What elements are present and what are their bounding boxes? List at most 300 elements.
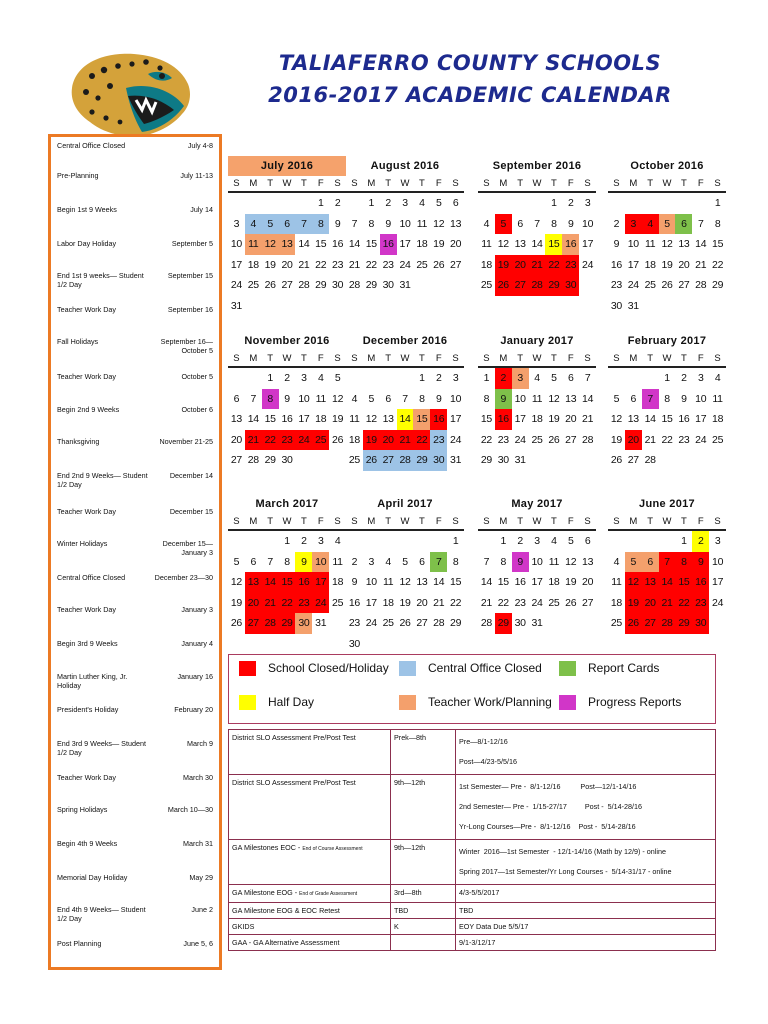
weekday-label: M bbox=[367, 516, 376, 527]
test-name bbox=[229, 919, 391, 935]
day-cell: 14 bbox=[397, 409, 414, 430]
month-title: January 2017 bbox=[500, 335, 574, 347]
day-cell: 1 bbox=[284, 535, 290, 547]
day-cell: 18 bbox=[332, 576, 344, 588]
empty-cell bbox=[625, 193, 642, 214]
day-cell: 8 bbox=[714, 217, 721, 230]
date-entry-name: Winter Holidays bbox=[57, 539, 108, 548]
day-cell: 17 bbox=[712, 576, 724, 588]
week-row bbox=[346, 275, 464, 296]
day-cell: 7 bbox=[642, 389, 659, 410]
day-cell: 11 bbox=[245, 234, 262, 255]
weekday-label: S bbox=[584, 516, 591, 527]
date-entry-date: December 15 bbox=[169, 507, 213, 516]
empty-cell bbox=[659, 193, 676, 214]
day-cell: 1 bbox=[317, 197, 324, 209]
week-row bbox=[346, 389, 464, 410]
day-cell: 2 bbox=[334, 197, 341, 209]
month-title: May 2017 bbox=[511, 498, 563, 510]
day-cell: 24 bbox=[450, 433, 462, 446]
day-cell: 1 bbox=[551, 197, 557, 209]
weekday-label: T bbox=[300, 516, 307, 527]
day-cell: 18 bbox=[416, 238, 428, 250]
weekday-label: T bbox=[267, 178, 274, 189]
day-cell: 26 bbox=[399, 617, 411, 629]
day-cell: 30 bbox=[332, 279, 344, 291]
test-window-line: Yr-Long Courses—Pre - 8/1-12/16 Post - 5/14-28/16 bbox=[459, 822, 636, 831]
day-cell: 20 bbox=[678, 258, 690, 271]
day-cell: 19 bbox=[363, 430, 380, 451]
week-row bbox=[228, 613, 346, 634]
day-cell: 26 bbox=[548, 433, 560, 446]
date-entry-name: Central Office Closed bbox=[57, 573, 126, 582]
weekday-label: T bbox=[647, 178, 654, 189]
day-cell: 6 bbox=[630, 392, 637, 405]
week-row bbox=[608, 531, 726, 552]
day-cell: 19 bbox=[661, 258, 673, 271]
month-title: August 2016 bbox=[370, 160, 440, 172]
weekday-label: W bbox=[400, 353, 410, 364]
empty-cell bbox=[675, 193, 692, 214]
week-row bbox=[228, 368, 346, 389]
empty-cell bbox=[397, 531, 414, 552]
day-cell: 6 bbox=[675, 214, 692, 235]
weekday-label: T bbox=[385, 178, 392, 189]
month-calendar bbox=[346, 494, 464, 654]
weekday-label: T bbox=[300, 178, 307, 189]
week-row bbox=[608, 193, 726, 214]
day-cell: 23 bbox=[279, 430, 296, 451]
day-cell: 15 bbox=[480, 413, 492, 425]
day-cell: 4 bbox=[551, 535, 557, 547]
day-cell: 11 bbox=[349, 413, 360, 425]
empty-cell bbox=[608, 531, 625, 552]
day-cell: 12 bbox=[548, 392, 560, 405]
day-cell: 8 bbox=[452, 555, 459, 568]
day-cell: 24 bbox=[295, 430, 312, 451]
day-cell: 4 bbox=[317, 372, 324, 384]
day-cell: 12 bbox=[399, 576, 411, 588]
test-window-line: Post—4/23-5/5/16 bbox=[459, 757, 517, 766]
day-cell: 10 bbox=[695, 392, 707, 405]
weekday-label: S bbox=[714, 516, 721, 527]
day-cell: 20 bbox=[642, 593, 659, 614]
day-cell: 2 bbox=[495, 368, 512, 389]
weekday-label: W bbox=[282, 178, 292, 189]
day-cell: 13 bbox=[678, 238, 690, 250]
weekday-label: W bbox=[532, 178, 542, 189]
date-entry-name: Begin 1st 9 Weeks bbox=[57, 205, 117, 214]
weekday-label: T bbox=[550, 516, 557, 527]
week-row bbox=[608, 296, 726, 317]
weekday-label: S bbox=[584, 353, 591, 364]
week-row bbox=[608, 613, 726, 634]
day-cell: 29 bbox=[315, 279, 327, 291]
week-row bbox=[346, 634, 464, 655]
test-name-text: GA Milestones EOC - bbox=[232, 843, 303, 852]
day-cell: 6 bbox=[233, 392, 240, 405]
day-cell: 18 bbox=[348, 433, 360, 446]
day-cell: 9 bbox=[512, 552, 529, 573]
weekday-label: T bbox=[385, 353, 392, 364]
date-entry-date: October 6 bbox=[181, 405, 213, 414]
day-cell: 18 bbox=[610, 596, 622, 609]
week-row bbox=[346, 214, 464, 235]
day-cell: 27 bbox=[512, 275, 529, 296]
empty-cell bbox=[245, 531, 262, 552]
test-window bbox=[456, 775, 716, 840]
legend-swatch bbox=[239, 695, 256, 710]
day-cell: 3 bbox=[697, 372, 704, 384]
empty-cell bbox=[608, 368, 625, 389]
day-cell: 10 bbox=[531, 555, 543, 568]
day-cell: 18 bbox=[712, 413, 724, 425]
day-cell: 27 bbox=[642, 613, 659, 634]
day-cell: 6 bbox=[250, 555, 257, 568]
day-cell: 14 bbox=[262, 572, 279, 593]
weekday-label: F bbox=[697, 353, 704, 364]
day-cell: 17 bbox=[531, 576, 543, 588]
week-row bbox=[228, 234, 346, 255]
weekday-label: S bbox=[351, 516, 358, 527]
day-cell: 22 bbox=[279, 593, 296, 614]
day-cell: 20 bbox=[380, 430, 397, 451]
day-cell: 2 bbox=[284, 372, 290, 384]
weekday-label: S bbox=[351, 353, 358, 364]
day-cell: 27 bbox=[678, 279, 690, 291]
day-cell: 21 bbox=[262, 593, 279, 614]
day-cell: 8 bbox=[500, 555, 507, 568]
empty-cell bbox=[495, 193, 512, 214]
weekday-label: M bbox=[629, 516, 638, 527]
weekday-label: W bbox=[282, 353, 292, 364]
weekday-label: T bbox=[680, 353, 687, 364]
day-cell: 22 bbox=[661, 433, 673, 446]
empty-cell bbox=[709, 296, 726, 317]
title-line-1: TALIAFERRO COUNTY SCHOOLS bbox=[278, 51, 662, 75]
day-cell: 7 bbox=[351, 217, 358, 230]
day-cell: 22 bbox=[262, 430, 279, 451]
day-cell: 10 bbox=[230, 238, 242, 250]
day-cell: 14 bbox=[531, 238, 543, 250]
day-cell: 29 bbox=[495, 613, 512, 634]
test-name-text: GA Milestone EOG & EOC Retest bbox=[232, 906, 340, 915]
weekday-label: T bbox=[550, 178, 557, 189]
test-name bbox=[229, 903, 391, 919]
day-cell: 2 bbox=[385, 197, 391, 209]
day-cell: 24 bbox=[365, 617, 377, 629]
day-cell: 10 bbox=[712, 555, 724, 568]
day-cell: 25 bbox=[332, 596, 344, 609]
weekday-label: S bbox=[613, 353, 620, 364]
empty-cell bbox=[579, 450, 596, 471]
day-cell: 12 bbox=[433, 217, 445, 230]
day-cell: 30 bbox=[281, 454, 293, 466]
week-row bbox=[346, 552, 464, 573]
day-cell: 19 bbox=[610, 433, 622, 446]
day-cell: 30 bbox=[497, 454, 509, 466]
weekday-label: W bbox=[662, 178, 672, 189]
day-cell: 18 bbox=[382, 596, 394, 609]
month-calendar bbox=[228, 494, 346, 634]
day-cell: 6 bbox=[279, 214, 296, 235]
empty-cell bbox=[709, 613, 726, 634]
day-cell: 10 bbox=[450, 392, 462, 405]
weekday-label: S bbox=[233, 353, 240, 364]
day-cell: 27 bbox=[245, 613, 262, 634]
weekday-header bbox=[608, 514, 726, 531]
day-cell: 20 bbox=[230, 433, 242, 446]
day-cell: 14 bbox=[695, 238, 707, 250]
day-cell: 23 bbox=[497, 433, 509, 446]
day-cell: 28 bbox=[433, 617, 445, 629]
week-row bbox=[228, 275, 346, 296]
date-entry-date: July 4-8 bbox=[187, 141, 213, 150]
test-grade: TBD bbox=[391, 903, 456, 919]
weekday-label: W bbox=[662, 516, 672, 527]
day-cell: 14 bbox=[298, 238, 310, 250]
test-window-line: 1st Semester— Pre - 8/1-12/16 Post—12/1-14/16 bbox=[459, 782, 637, 791]
day-cell: 21 bbox=[480, 596, 492, 609]
week-row bbox=[346, 572, 464, 593]
date-entry-name: Teacher Work Day bbox=[57, 372, 116, 381]
day-cell: 3 bbox=[534, 535, 540, 547]
week-row bbox=[478, 275, 596, 296]
day-cell: 12 bbox=[565, 555, 577, 568]
test-window-line: Spring 2017—1st Semester/Yr Long Courses - 5/14-31/17 - online bbox=[459, 867, 672, 876]
date-entry-date: March 30 bbox=[183, 773, 213, 782]
empty-cell bbox=[228, 368, 245, 389]
empty-cell bbox=[329, 296, 346, 317]
weekday-label: S bbox=[334, 178, 341, 189]
month-calendar bbox=[346, 331, 464, 471]
day-cell: 17 bbox=[312, 572, 329, 593]
testing-row bbox=[229, 775, 716, 840]
day-cell: 6 bbox=[584, 535, 591, 547]
day-cell: 27 bbox=[627, 454, 639, 466]
day-cell: 7 bbox=[430, 552, 447, 573]
day-cell: 27 bbox=[450, 258, 462, 271]
day-cell: 1 bbox=[419, 372, 425, 384]
day-cell: 14 bbox=[659, 572, 676, 593]
week-row bbox=[228, 214, 346, 235]
week-row bbox=[608, 409, 726, 430]
day-cell: 12 bbox=[230, 576, 242, 588]
weekday-label: S bbox=[613, 516, 620, 527]
test-name bbox=[229, 840, 391, 885]
day-cell: 7 bbox=[584, 372, 591, 384]
day-cell: 11 bbox=[548, 555, 560, 568]
day-cell: 9 bbox=[692, 552, 709, 573]
day-cell: 18 bbox=[315, 413, 327, 425]
important-dates-panel bbox=[48, 134, 222, 970]
empty-cell bbox=[397, 368, 414, 389]
day-cell: 5 bbox=[262, 214, 279, 235]
month-calendar bbox=[478, 494, 596, 634]
day-cell: 22 bbox=[497, 596, 509, 609]
weekday-label: M bbox=[367, 178, 376, 189]
date-entry-date: January 4 bbox=[181, 639, 213, 648]
day-cell: 17 bbox=[230, 258, 242, 271]
day-cell: 30 bbox=[295, 613, 312, 634]
date-entry-name: Begin 3rd 9 Weeks bbox=[57, 639, 118, 648]
date-entry-name: Teacher Work Day bbox=[57, 305, 116, 314]
day-cell: 6 bbox=[385, 392, 391, 405]
day-cell: 21 bbox=[433, 596, 445, 609]
date-entry-name: End 1st 9 weeks— Student 1/2 Day bbox=[57, 271, 144, 289]
weekday-label: M bbox=[499, 516, 508, 527]
day-cell: 22 bbox=[450, 596, 462, 609]
day-cell: 11 bbox=[644, 238, 656, 250]
empty-cell bbox=[279, 193, 296, 214]
day-cell: 13 bbox=[230, 413, 242, 425]
week-row bbox=[608, 572, 726, 593]
day-cell: 3 bbox=[584, 197, 591, 209]
month-title: April 2017 bbox=[377, 498, 433, 510]
day-cell: 13 bbox=[627, 413, 639, 425]
day-cell: 17 bbox=[450, 413, 462, 425]
test-grade: 9th—12th bbox=[391, 775, 456, 840]
empty-cell bbox=[625, 368, 642, 389]
date-entry-date: June 5, 6 bbox=[183, 939, 213, 948]
empty-cell bbox=[380, 368, 397, 389]
day-cell: 1 bbox=[452, 535, 459, 547]
empty-cell bbox=[279, 296, 296, 317]
day-cell: 7 bbox=[295, 214, 312, 235]
week-row bbox=[228, 389, 346, 410]
day-cell: 31 bbox=[230, 299, 242, 312]
empty-cell bbox=[478, 193, 495, 214]
day-cell: 12 bbox=[610, 413, 622, 425]
day-cell: 23 bbox=[678, 433, 690, 446]
weekday-header bbox=[228, 351, 346, 368]
day-cell: 17 bbox=[298, 413, 310, 425]
title-line-2: 2016-2017 ACADEMIC CALENDAR bbox=[268, 83, 672, 107]
day-cell: 2 bbox=[613, 217, 620, 230]
day-cell: 20 bbox=[582, 576, 594, 588]
week-row bbox=[608, 450, 726, 471]
day-cell: 25 bbox=[644, 279, 656, 291]
test-window-line: 4/3-5/5/2017 bbox=[459, 888, 500, 897]
jaguar-logo-icon bbox=[62, 48, 194, 140]
empty-cell bbox=[675, 450, 692, 471]
day-cell: 31 bbox=[514, 454, 526, 466]
day-cell: 4 bbox=[613, 555, 620, 568]
empty-cell bbox=[295, 296, 312, 317]
day-cell: 20 bbox=[625, 430, 642, 451]
day-cell: 9 bbox=[495, 389, 512, 410]
day-cell: 22 bbox=[545, 255, 562, 276]
day-cell: 14 bbox=[582, 392, 594, 405]
weekday-label: F bbox=[317, 178, 324, 189]
weekday-label: S bbox=[483, 516, 490, 527]
day-cell: 3 bbox=[452, 372, 459, 384]
month-calendar bbox=[478, 156, 596, 296]
day-cell: 16 bbox=[332, 238, 344, 250]
month-title: July 2016 bbox=[228, 156, 346, 176]
day-cell: 25 bbox=[610, 617, 622, 629]
empty-cell bbox=[413, 275, 430, 296]
empty-cell bbox=[642, 296, 659, 317]
day-cell: 1 bbox=[681, 535, 687, 547]
day-cell: 28 bbox=[348, 279, 360, 291]
weekday-label: T bbox=[418, 178, 425, 189]
day-cell: 4 bbox=[483, 217, 490, 230]
day-cell: 31 bbox=[315, 617, 327, 629]
day-cell: 28 bbox=[397, 450, 414, 471]
day-cell: 28 bbox=[582, 433, 594, 446]
weekday-label: T bbox=[418, 353, 425, 364]
day-cell: 19 bbox=[332, 413, 344, 425]
day-cell: 29 bbox=[450, 617, 462, 629]
date-entry-name: Begin 2nd 9 Weeks bbox=[57, 405, 120, 414]
weekday-label: F bbox=[435, 516, 442, 527]
testing-row bbox=[229, 840, 716, 885]
day-cell: 24 bbox=[514, 433, 526, 446]
weekday-label: T bbox=[300, 353, 307, 364]
day-cell: 7 bbox=[250, 392, 257, 405]
weekday-label: T bbox=[647, 516, 654, 527]
day-cell: 6 bbox=[419, 555, 425, 568]
legend-label: Progress Reports bbox=[588, 695, 682, 709]
day-cell: 10 bbox=[582, 217, 594, 230]
day-cell: 12 bbox=[365, 413, 377, 425]
day-cell: 26 bbox=[625, 613, 642, 634]
day-cell: 28 bbox=[298, 279, 310, 291]
day-cell: 19 bbox=[399, 596, 411, 609]
date-entry-date: January 16 bbox=[177, 672, 213, 681]
empty-cell bbox=[659, 450, 676, 471]
day-cell: 13 bbox=[642, 572, 659, 593]
empty-cell bbox=[642, 531, 659, 552]
day-cell: 16 bbox=[562, 234, 579, 255]
day-cell: 13 bbox=[279, 234, 296, 255]
legend-swatch bbox=[559, 661, 576, 676]
day-cell: 25 bbox=[382, 617, 394, 629]
day-cell: 22 bbox=[413, 430, 430, 451]
date-entry-date: December 15— January 3 bbox=[162, 539, 213, 557]
empty-cell bbox=[397, 634, 414, 655]
legend bbox=[228, 654, 716, 724]
day-cell: 28 bbox=[480, 617, 492, 629]
day-cell: 4 bbox=[534, 372, 540, 384]
day-cell: 13 bbox=[382, 413, 394, 425]
weekday-label: S bbox=[483, 178, 490, 189]
day-cell: 20 bbox=[281, 258, 293, 271]
week-row bbox=[608, 234, 726, 255]
day-cell: 23 bbox=[332, 258, 344, 271]
day-cell: 25 bbox=[348, 454, 360, 466]
day-cell: 2 bbox=[681, 372, 687, 384]
day-cell: 15 bbox=[545, 234, 562, 255]
day-cell: 21 bbox=[397, 430, 414, 451]
day-cell: 7 bbox=[697, 217, 704, 230]
day-cell: 25 bbox=[247, 279, 259, 291]
day-cell: 29 bbox=[365, 279, 377, 291]
weekday-label: M bbox=[367, 353, 376, 364]
day-cell: 30 bbox=[430, 450, 447, 471]
testing-row bbox=[229, 935, 716, 951]
day-cell: 22 bbox=[675, 593, 692, 614]
day-cell: 10 bbox=[399, 217, 411, 230]
empty-cell bbox=[430, 634, 447, 655]
empty-cell bbox=[545, 613, 562, 634]
day-cell: 31 bbox=[531, 617, 543, 629]
empty-cell bbox=[245, 296, 262, 317]
day-cell: 31 bbox=[627, 299, 639, 312]
day-cell: 13 bbox=[416, 576, 428, 588]
empty-cell bbox=[579, 613, 596, 634]
